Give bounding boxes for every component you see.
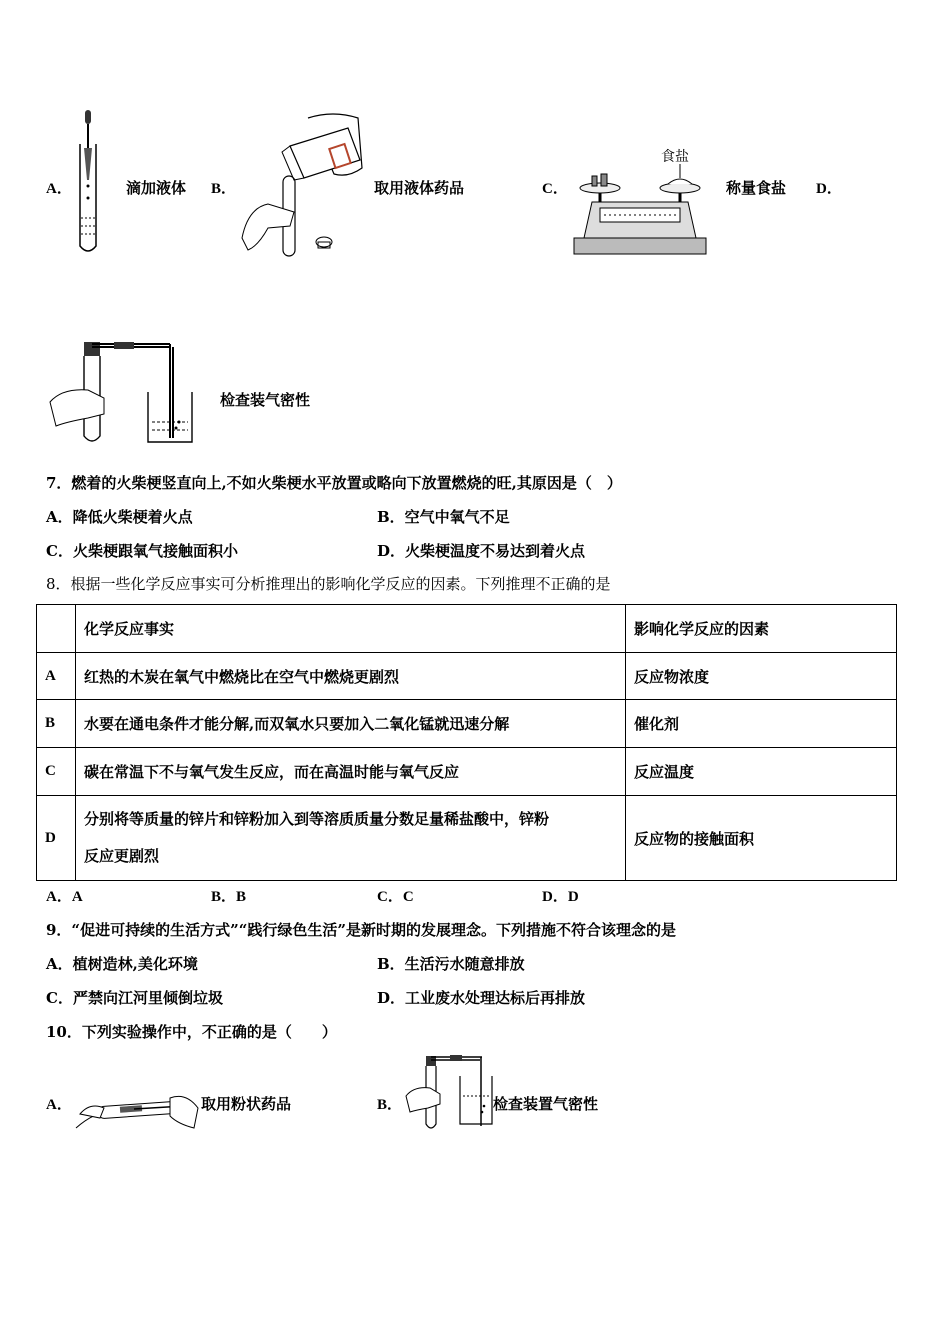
q10-option-b-letter: B．: [377, 1097, 403, 1113]
q10-option-a-text: 取用粉状药品: [201, 1095, 292, 1113]
dropper-tube-illustration: [76, 108, 106, 258]
pour-liquid-illustration: [238, 108, 370, 258]
table-header-key: [37, 605, 76, 653]
q6-option-d-text: 检查装气密性: [220, 391, 311, 409]
row-fact-line-2: 反应更剧烈: [84, 847, 160, 865]
q7-option-a: A．降低火柴梗着火点: [46, 508, 193, 526]
q6-option-d-letter: D．: [816, 181, 842, 197]
q7-option-c: C．火柴梗跟氧气接触面积小: [46, 542, 238, 560]
q7-option-d: D．火柴梗温度不易达到着火点: [377, 542, 586, 560]
q9-stem: 9．“促进可持续的生活方式”“践行绿色生活”是新时期的发展理念。下列措施不符合该理念的是: [46, 921, 676, 939]
row-fact: 红热的木炭在氧气中燃烧比在空气中燃烧更剧烈: [76, 653, 626, 700]
table-row: [37, 700, 897, 748]
q6-option-b-letter: B．: [211, 181, 237, 197]
q9-option-d: D．工业废水处理达标后再排放: [377, 989, 586, 1007]
row-key: C: [37, 748, 76, 796]
q8-option-c: C．C: [377, 889, 414, 905]
q7-option-b: B．空气中氧气不足: [377, 508, 510, 526]
row-factor: 反应温度: [626, 748, 897, 796]
row-factor: 催化剂: [626, 700, 897, 748]
row-factor: 反应物的接触面积: [626, 796, 897, 881]
airtight-check-illustration: [48, 338, 198, 450]
q7-stem: 7．燃着的火柴梗竖直向上,不如火柴梗水平放置或略向下放置燃烧的旺,其原因是（ ）: [46, 474, 622, 492]
table-row: [37, 653, 897, 700]
q8-option-d: D．D: [542, 889, 579, 905]
row-key: A: [37, 653, 76, 700]
table-header-fact: 化学反应事实: [76, 605, 626, 653]
q10-stem: 10．下列实验操作中，不正确的是（ ）: [46, 1023, 337, 1041]
salt-label: 食盐: [661, 149, 689, 165]
airtight-check-illustration-2: [404, 1052, 496, 1134]
q6-option-a-letter: A．: [46, 181, 72, 197]
q6-option-c-letter: C．: [542, 181, 568, 197]
row-fact: 碳在常温下不与氧气发生反应，而在高温时能与氧气反应: [76, 748, 626, 796]
row-fact-line-1: 分别将等质量的锌片和锌粉加入到等溶质质量分数足量稀盐酸中，锌粉: [84, 810, 550, 828]
table-row: [37, 748, 897, 796]
row-factor: 反应物浓度: [626, 653, 897, 700]
row-fact: [76, 796, 626, 881]
q10-option-b-text: 检查装置气密性: [493, 1095, 599, 1113]
table-header-factor: 影响化学反应的因素: [626, 605, 897, 653]
q6-option-c-text: 称量食盐: [726, 179, 787, 197]
q9-option-b: B．生活污水随意排放: [377, 955, 525, 973]
q9-option-a: A．植树造林,美化环境: [46, 955, 198, 973]
q8-stem: 8．根据一些化学反应事实可分析推理出的影响化学反应的因素。下列推理不正确的是: [46, 575, 611, 593]
q6-option-a-text: 滴加液体: [126, 179, 187, 197]
powder-sampling-illustration: [74, 1088, 202, 1134]
table-header-row: [37, 605, 897, 653]
q8-table: [36, 604, 897, 881]
q10-option-a-letter: A．: [46, 1097, 72, 1113]
table-row: [37, 796, 897, 881]
row-fact: 水要在通电条件才能分解,而双氧水只要加入二氧化锰就迅速分解: [76, 700, 626, 748]
balance-scale-illustration: [570, 144, 710, 256]
q6-option-b-text: 取用液体药品: [374, 179, 465, 197]
row-key: B: [37, 700, 76, 748]
q8-option-b: B．B: [211, 889, 247, 905]
q8-option-a: A．A: [46, 889, 83, 905]
row-key: D: [37, 796, 76, 881]
q9-option-c: C．严禁向江河里倾倒垃圾: [46, 989, 223, 1007]
